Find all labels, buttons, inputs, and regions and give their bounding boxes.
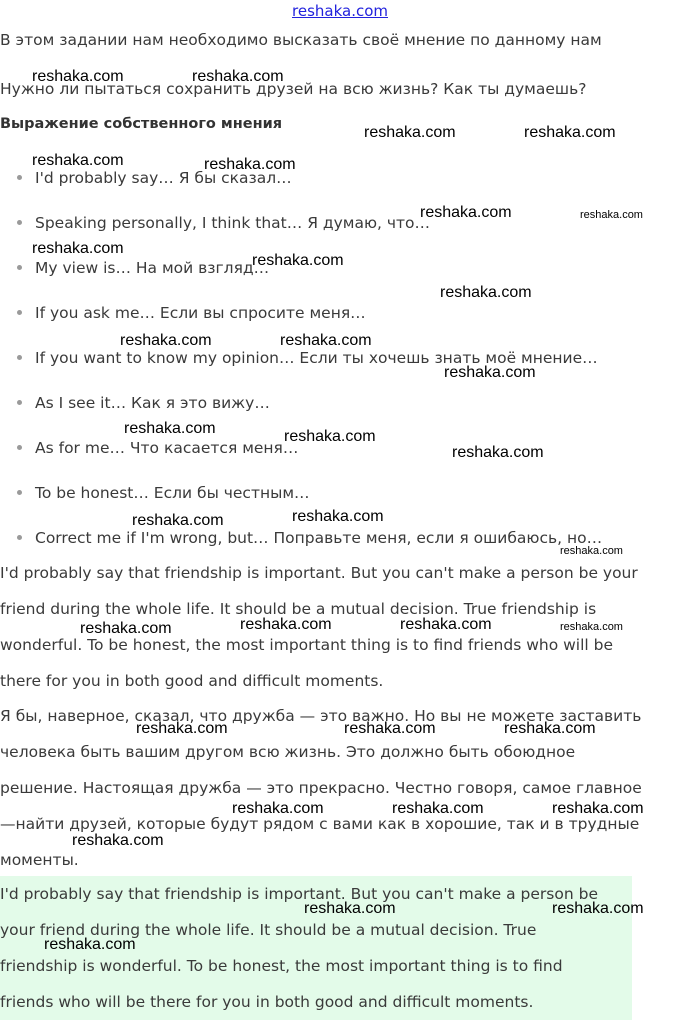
watermark: reshaka.com — [32, 68, 124, 85]
watermark: reshaka.com — [192, 68, 284, 85]
bullet-dot — [17, 535, 22, 540]
list-item — [17, 259, 269, 277]
highlighted-text-line: friends who will be there for you in both good and difficult moments. — [0, 993, 534, 1011]
list-item — [17, 214, 430, 232]
russian-text-line: человека быть вашим другом всю жизнь. Это должно быть обоюдное — [0, 743, 576, 761]
watermark: reshaka.com — [204, 156, 296, 173]
list-item-text: I'd probably say… Я бы сказал… — [35, 169, 292, 187]
list-item — [17, 439, 298, 457]
watermark: reshaka.com — [444, 364, 536, 381]
highlighted-text-line: friendship is wonderful. To be honest, the most important thing is to find — [0, 957, 563, 975]
watermark: reshaka.com — [232, 800, 324, 817]
bullet-dot — [17, 490, 22, 495]
watermark: reshaka.com — [304, 900, 396, 917]
site-link[interactable]: reshaka.com — [292, 2, 388, 20]
watermark: reshaka.com — [280, 332, 372, 349]
watermark: reshaka.com — [552, 900, 644, 917]
watermark: reshaka.com — [392, 800, 484, 817]
list-item-text: My view is… На мой взгляд… — [35, 259, 270, 277]
watermark: reshaka.com — [552, 800, 644, 817]
watermark: reshaka.com — [120, 332, 212, 349]
english-text-line: I'd probably say that friendship is important. But you can't make a person be your — [0, 564, 638, 582]
watermark: reshaka.com — [284, 428, 376, 445]
watermark: reshaka.com — [504, 720, 596, 737]
watermark: reshaka.com — [80, 620, 172, 637]
bullet-dot — [17, 310, 22, 315]
list-item-text: As I see it… Как я это вижу… — [35, 394, 270, 412]
watermark: reshaka.com — [124, 420, 216, 437]
watermark: reshaka.com — [132, 512, 224, 529]
list-item-text: Correct me if I'm wrong, but… Поправьте меня, если я ошибаюсь, но… — [35, 529, 603, 547]
english-text-line: there for you in both good and difficult moments. — [0, 672, 384, 690]
watermark: reshaka.com — [292, 508, 384, 525]
list-item-text: If you want to know my opinion… Если ты хочешь знать моё мнение… — [35, 349, 598, 367]
watermark: reshaka.com — [32, 152, 124, 169]
watermark: reshaka.com — [252, 252, 344, 269]
watermark: reshaka.com — [420, 204, 512, 221]
english-text-line: wonderful. To be honest, the most important thing is to find friends who will be — [0, 636, 614, 654]
watermark: reshaka.com — [32, 240, 124, 257]
russian-text-line: Я бы, наверное, сказал, что дружба — это важно. Но вы не можете заставить — [0, 707, 642, 725]
watermark: reshaka.com — [44, 936, 136, 953]
bullet-dot — [17, 400, 22, 405]
english-text-line: friend during the whole life. It should be a mutual decision. True friendship is — [0, 600, 597, 618]
bullet-dot — [17, 265, 22, 270]
list-item — [17, 304, 366, 322]
watermark: reshaka.com — [400, 616, 492, 633]
highlighted-text-line: I'd probably say that friendship is important. But you can't make a person be — [0, 885, 598, 903]
intro-line-1: В этом задании нам необходимо высказать своё мнение по данному нам — [0, 31, 602, 49]
list-item — [17, 484, 310, 502]
watermark: reshaka.com — [524, 124, 616, 141]
list-item — [17, 394, 270, 412]
highlighted-text-line: your friend during the whole life. It should be a mutual decision. True — [0, 921, 537, 939]
russian-text-line: моменты. — [0, 851, 79, 869]
bullet-dot — [17, 445, 22, 450]
list-item-text: To be honest… Если бы честным… — [35, 484, 310, 502]
watermark: reshaka.com — [580, 209, 643, 221]
list-item-text: Speaking personally, I think that… Я думаю, что… — [35, 214, 431, 232]
watermark: reshaka.com — [344, 720, 436, 737]
watermark: reshaka.com — [72, 832, 164, 849]
russian-text-line: —найти друзей, которые будут рядом с вами как в хорошие, так и в трудные — [0, 815, 640, 833]
bullet-dot — [17, 220, 22, 225]
intro-question: Нужно ли пытаться сохранить друзей на всю жизнь? Как ты думаешь? — [0, 80, 587, 98]
russian-text-line: решение. Настоящая дружба — это прекрасно. Честно говоря, самое главное — [0, 779, 642, 797]
bullet-dot — [17, 175, 22, 180]
list-item-text: If you ask me… Если вы спросите меня… — [35, 304, 366, 322]
watermark: reshaka.com — [136, 720, 228, 737]
watermark: reshaka.com — [440, 284, 532, 301]
watermark: reshaka.com — [364, 124, 456, 141]
watermark: reshaka.com — [452, 444, 544, 461]
bullet-dot — [17, 355, 22, 360]
watermark: reshaka.com — [240, 616, 332, 633]
list-item-text: As for me… Что касается меня… — [35, 439, 299, 457]
watermark: reshaka.com — [560, 545, 623, 557]
list-item — [17, 529, 602, 547]
watermark: reshaka.com — [560, 621, 623, 633]
section-heading: Выражение собственного мнения — [0, 116, 283, 132]
